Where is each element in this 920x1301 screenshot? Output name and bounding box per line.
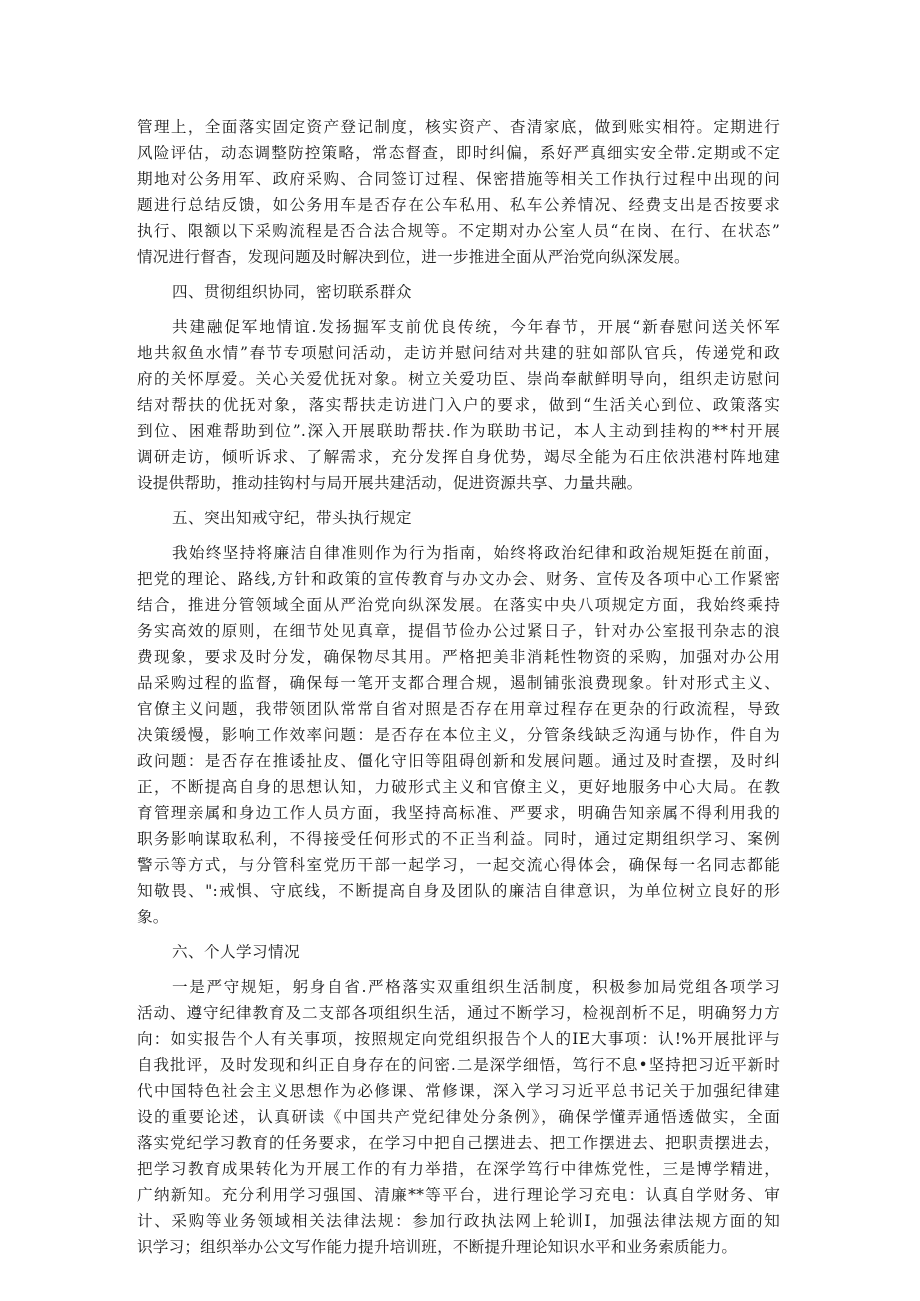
paragraph-line: 正，不断提高自身的思想认知，力破形式主义和官僚主义，更好地服务中心大局。在教: [137, 778, 780, 796]
paragraph-line: 期地对公务用军、政府采购、合同签订过程、保密措施等相关工作执行过程中出现的问: [137, 170, 780, 188]
paragraph-line: 情况进行督杳，发现问题及时解决到位，进一步推进全面从严治党向纵深发展。: [137, 248, 690, 266]
paragraph-line: 活动、遵守纪律教育及二支部各项组织生活，通过不断学习，检视剖析不足，明确努力方: [137, 1004, 780, 1022]
paragraph-line: 题进行总结反馈，如公务用车是否存在公车私用、私车公养情况、经费支出是否按要求: [137, 196, 780, 214]
paragraph-line: 共建融促军地情谊.发扬掘军支前优良传统，今年春节，开展“新春慰问送关怀军: [172, 318, 780, 336]
paragraph-line: 到位、困难帮助到位”.深入开展联助帮扶.作为联助书记，本人主动到挂构的**村开展: [137, 422, 780, 440]
paragraph-line: 执行、限额以下采购流程是否合法合规等。不定期对办公室人员“在岗、在行、在状态”: [137, 222, 780, 240]
paragraph-line: 府的关怀厚爱。关心关爱优抚对象。树立关爱功臣、崇尚奉献鲜明导向，组织走访慰问: [137, 370, 780, 388]
paragraph-line: 政问题：是否存在推诿扯皮、僵化守旧等阻碍创新和发展问题。通过及时查摆，及时纠: [137, 752, 780, 770]
paragraph-line: 我始终坚持将廉洁自律准则作为行为指南，始终将政治纪律和政治规矩挺在前面，: [172, 544, 780, 562]
paragraph-line: 一是严守规矩，躬身自省.严格落实双重组织生活制度，积极参加局党组各项学习: [172, 978, 780, 996]
paragraph-line: 计、采购等业务领域相关法律法规：参加行政执法网上轮训I，加强法律法规方面的知: [137, 1212, 780, 1230]
paragraph-line: 风险评估，动态调整防控策略，常态督查，即时纠偏，系好严真细实安全带.定期或不定: [137, 144, 780, 162]
paragraph-line: 自我批评，及时发现和纠正自身存在的问密.二是深学细悟，笃行不息•坚持把习近平新时: [137, 1056, 780, 1074]
paragraph-line: 决策缓慢，影响工作效率问题：是否存在本位主义，分管条线缺乏沟通与协作，件自为: [137, 726, 780, 744]
section-heading-4: 四、贯彻组织协同，密切联系群众: [172, 283, 412, 301]
paragraph-line: 职务影响谋取私利，不得接受任何形式的不正当利益。同时，通过定期组织学习、案例: [137, 830, 780, 848]
paragraph-line: 代中国特色社会主义思想作为必修课、常修课，深入学习习近平总书记关于加强纪律建: [137, 1082, 780, 1100]
paragraph-line: 地共叙鱼水情”春节专项慰问活动，走访并慰问结对共建的驻如部队官兵，传递党和政: [137, 344, 780, 362]
paragraph-line: 把党的理论、路线,方针和政策的宣传教育与办文办会、财务、宣传及各项中心工作紧密: [137, 570, 780, 588]
paragraph-line: 落实党纪学习教育的任务要求，在学习中把自己摆进去、把工作摆进去、把职责摆进去，: [137, 1134, 780, 1152]
paragraph-line: 育管理亲属和身边工作人员方面，我坚持高标准、严要求，明确告知亲属不得利用我的: [137, 804, 780, 822]
paragraph-line: 品采购过程的监督，确保每一笔开支都合理合规，遏制铺张浪费现象。针对形式主义、: [137, 674, 780, 692]
paragraph-line: 调研走访，倾听诉求、了解需求，充分发挥自身优势，竭尽全能为石庄依洪港村阵地建: [137, 448, 780, 466]
paragraph-line: 结合，推进分管领域全面从严治党向纵深发展。在落实中央八项规定方面，我始终乘持: [137, 596, 780, 614]
paragraph-line: 把学习教育成果转化为开展工作的有力举措，在深学笃行中律炼党性，三是博学精进，: [137, 1160, 780, 1178]
paragraph-line: 广纳新知。充分利用学习强国、清廉**等平台，进行理论学习充电：认真自学财务、审: [137, 1186, 780, 1204]
paragraph-line: 象。: [137, 908, 169, 926]
paragraph-line: 务实高效的原则，在细节处见真章，提倡节俭办公过紧日子，针对办公室报刊杂志的浪: [137, 622, 780, 640]
paragraph-line: 知敬畏、":戒惧、守底线，不断提高自身及团队的廉洁自律意识，为单位树立良好的形: [137, 882, 780, 900]
paragraph-line: 向：如实报告个人有关事项，按照规定向党组织报告个人的IE大事项：认!%开展批评与: [137, 1030, 780, 1048]
paragraph-line: 管理上，全面落实固定资产登记制度，核实资产、杳清家底，做到账实相符。定期进行: [137, 118, 780, 136]
section-heading-5: 五、突出知戒守纪，带头执行规定: [172, 509, 412, 527]
paragraph-line: 结对帮扶的优抚对象，落实帮扶走访进门入户的要求，做到“生活关心到位、政策落实: [137, 396, 780, 414]
paragraph-line: 警示等方式，与分管科室党历干部一起学习，一起交流心得体会，确保每一名同志都能: [137, 856, 780, 874]
paragraph-line: 识学习；组织举办公文写作能力提升培训班，不断提升理论知识水平和业务索质能力。: [137, 1238, 738, 1256]
paragraph-line: 官僚主义问题，我带领团队常常自省对照是否存在用章过程存在更杂的行政流程，导致: [137, 700, 780, 718]
paragraph-line: 设提供帮助，推动挂钩村与局开展共建活动，促进资源共享、力量共融。: [137, 474, 643, 492]
paragraph-line: 费现象，要求及时分发，确保物尽其用。严格把美非消耗性物资的采购，加强对办公用: [137, 648, 780, 666]
paragraph-line: 设的重要论述，认真研读《中国共产党纪律处分条例》，确保学懂弄通悟透做实，全面: [137, 1108, 780, 1126]
section-heading-6: 六、个人学习情况: [172, 943, 300, 961]
